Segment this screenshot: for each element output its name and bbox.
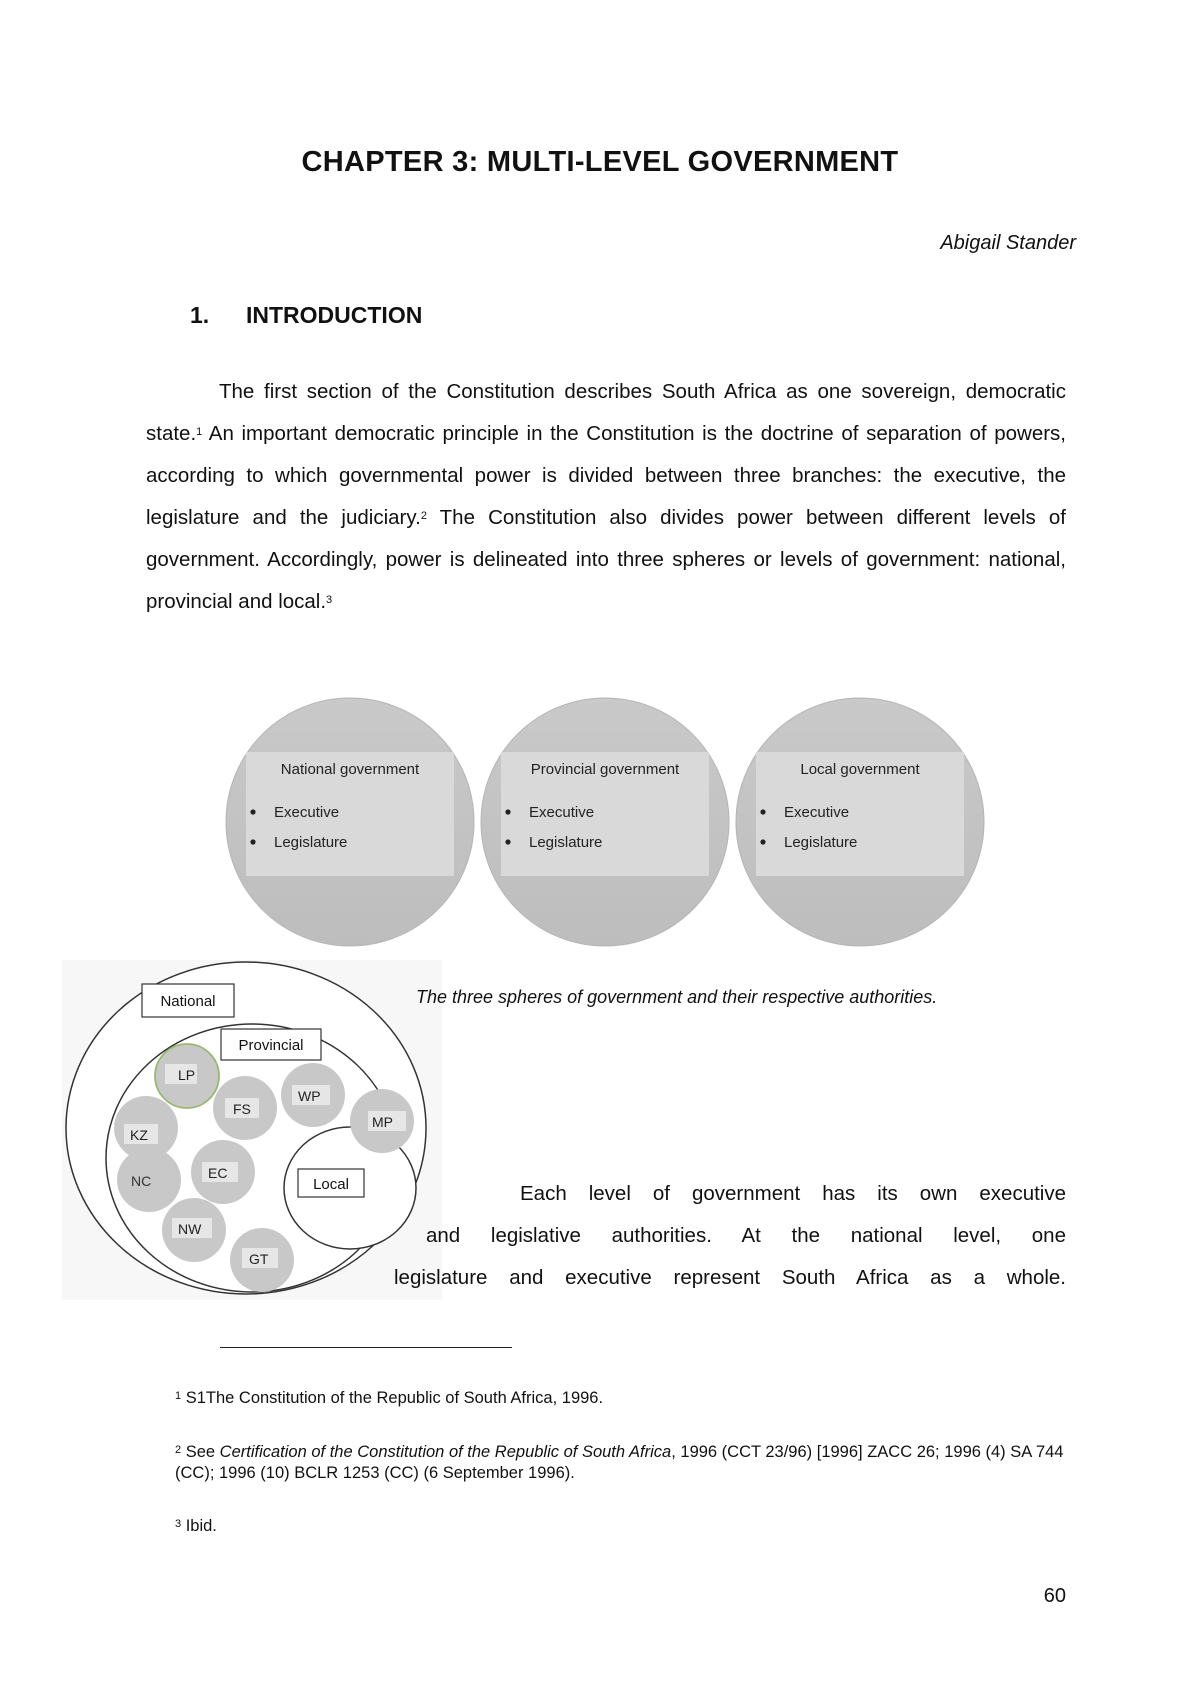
footnote-2 <box>175 1442 1066 1484</box>
footnote-ref-2[interactable]: 2 <box>420 510 427 522</box>
sphere-item-provincial-legislature: Legislature <box>529 834 603 851</box>
sphere-national <box>226 698 474 946</box>
province-nw <box>162 1198 226 1262</box>
sphere-title-local: Local government <box>800 761 920 778</box>
province-mp <box>350 1089 414 1153</box>
province-nc <box>117 1148 181 1212</box>
paragraph-2-line-3: legislature and executive represent South Africa as a whole. <box>394 1266 1066 1289</box>
footnote-2-case-title: Certification of the Constitution of the Republic of South Africa <box>219 1443 672 1461</box>
sphere-item-national-executive: Executive <box>274 804 340 821</box>
footnote-separator <box>220 1347 512 1348</box>
footnote-ref-3[interactable]: 3 <box>326 594 333 606</box>
footnote-ref-1[interactable]: 1 <box>196 426 203 438</box>
province-label-nc: NC <box>131 1173 152 1189</box>
sphere-title-provincial: Provincial government <box>530 761 680 778</box>
page-number: 60 <box>1043 1585 1066 1607</box>
footnote-2-mark: 2 <box>175 1444 182 1456</box>
national-label: National <box>160 993 216 1010</box>
sphere-local <box>736 698 984 946</box>
footnote-1-text: S1The Constitution of the Republic of South Africa, 1996. <box>181 1389 604 1407</box>
footnote-2-pre: See <box>181 1443 220 1461</box>
footnote-1-mark: 1 <box>175 1390 182 1402</box>
province-fs <box>213 1076 277 1140</box>
local-label: Local <box>313 1176 349 1193</box>
footnote-2-post: , 1996 (CCT 23/96) [1996] ZACC 26; 1996 (4) SA 744 (CC); 1996 (10) BCLR 1253 (CC) (6 September 1996). <box>175 1443 1064 1482</box>
chapter-title: CHAPTER 3: MULTI-LEVEL GOVERNMENT <box>301 146 899 178</box>
province-label-lp: LP <box>178 1067 196 1083</box>
intro-paragraph <box>146 371 1066 623</box>
sphere-item-provincial-executive: Executive <box>529 804 595 821</box>
footnote-3-mark: 3 <box>175 1518 182 1530</box>
province-gt <box>230 1228 294 1292</box>
footnote-1 <box>175 1388 1066 1409</box>
figure-caption: The three spheres of government and their respective authorities. <box>416 987 938 1007</box>
section-title: INTRODUCTION <box>246 302 423 328</box>
province-lp <box>155 1044 219 1108</box>
paragraph-2-line-2: and legislative authorities. At the national level, one <box>426 1224 1066 1247</box>
sphere-item-national-legislature: Legislature <box>274 834 348 851</box>
three-spheres-figure <box>220 696 990 951</box>
section-number: 1. <box>190 302 210 328</box>
province-label-nw: NW <box>178 1221 202 1237</box>
province-ec <box>191 1140 255 1204</box>
province-wp <box>281 1063 345 1127</box>
sphere-provincial <box>481 698 729 946</box>
intro-text-part-1: The first section of the Constitution describes South Africa as one sovereign, democratic state. <box>146 380 1066 445</box>
province-label-kz: KZ <box>130 1127 148 1143</box>
provincial-label: Provincial <box>238 1037 304 1054</box>
intro-text-part-3: The Constitution also divides power between different levels of government. Accordingly, power is delineated into three spheres or levels of government: national, provincial and local. <box>146 506 1066 613</box>
province-label-ec: EC <box>208 1165 228 1181</box>
intro-text-part-2: An important democratic principle in the Constitution is the doctrine of separation of powers, according to which governmental power is divided between three branches: the executive, the legislature and the judiciary. <box>146 422 1066 529</box>
sphere-item-local-executive: Executive <box>784 804 850 821</box>
footnote-3 <box>175 1516 1066 1537</box>
sphere-item-local-legislature: Legislature <box>784 834 858 851</box>
province-label-gt: GT <box>249 1251 269 1267</box>
section-heading <box>190 302 422 329</box>
sphere-title-national: National government <box>280 761 420 778</box>
nested-government-diagram <box>62 960 442 1300</box>
footnote-3-text: Ibid. <box>181 1517 217 1535</box>
paragraph-2-line-1: Each level of government has its own executive <box>520 1182 1066 1205</box>
province-label-wp: WP <box>298 1088 321 1104</box>
province-label-fs: FS <box>233 1101 251 1117</box>
province-label-mp: MP <box>372 1114 393 1130</box>
author-name: Abigail Stander <box>940 232 1076 254</box>
